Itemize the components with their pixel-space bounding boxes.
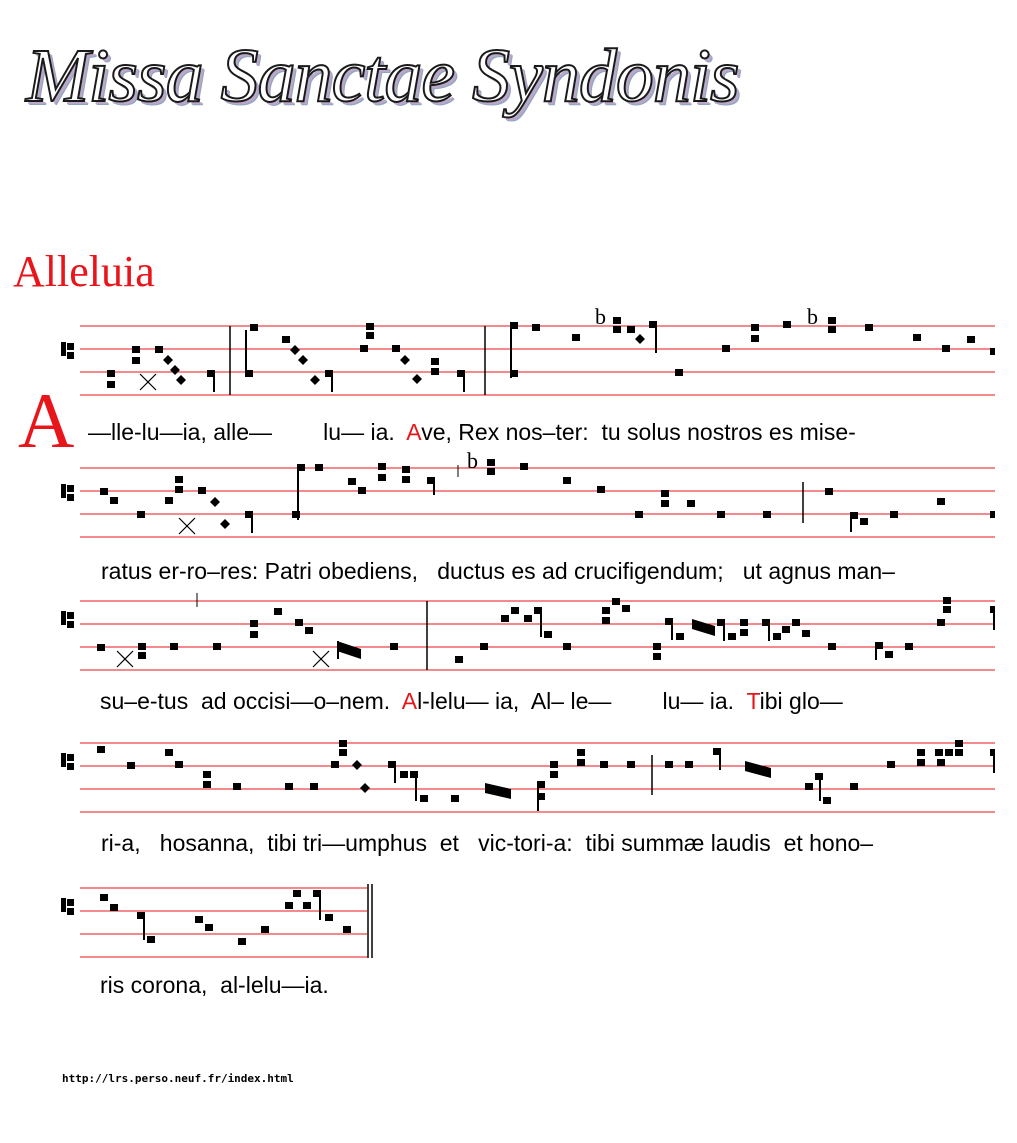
lyric-red-initial: A bbox=[401, 688, 418, 714]
flat-sign: b bbox=[595, 304, 606, 329]
lyric-segment: —lle-lu—ia, alle— lu— ia. bbox=[88, 419, 407, 445]
lyric-line-2 bbox=[101, 560, 895, 583]
lyric-red-initial: T bbox=[746, 688, 760, 714]
source-url[interactable]: http://lrs.perso.neuf.fr/index.html bbox=[62, 1072, 294, 1085]
staff-2 bbox=[55, 448, 1000, 550]
staff-5-notation bbox=[55, 880, 375, 970]
staff-4 bbox=[55, 735, 1000, 825]
lyric-segment: su–e-tus ad occisi—o–nem. bbox=[100, 688, 402, 714]
lyric-red-initial: A bbox=[406, 419, 422, 445]
lyric-segment: ris corona, al-lelu—ia. bbox=[100, 972, 329, 998]
lyric-segment: ibi glo— bbox=[759, 688, 843, 714]
staff-3 bbox=[55, 593, 1000, 683]
lyric-segment: l-lelu— ia, Al– le— lu— ia. bbox=[417, 688, 747, 714]
staff-5 bbox=[55, 880, 375, 970]
lyric-line-4 bbox=[101, 832, 873, 855]
flat-sign: b bbox=[467, 448, 478, 473]
lyric-segment: ri-a, hosanna, tibi tri—umphus et vic-tori-a: tibi summæ laudis et hono– bbox=[101, 830, 874, 856]
lyric-segment: ratus er-ro–res: Patri obediens, ductus es ad crucifigendum; ut agnus man– bbox=[101, 558, 895, 584]
lyric-line-1 bbox=[88, 421, 856, 444]
staff-3-notation bbox=[55, 593, 1000, 683]
piece-title: Alleluia bbox=[13, 247, 155, 296]
staff-1-notation bbox=[55, 304, 1000, 408]
page-title: Missa Sanctae Syndonis bbox=[26, 34, 739, 118]
staff-4-notation bbox=[55, 735, 1000, 825]
lyric-line-3 bbox=[100, 690, 843, 713]
flat-sign: b bbox=[807, 304, 818, 329]
lyric-segment: ve, Rex nos–ter: tu solus nostros es mise- bbox=[421, 419, 856, 445]
staff-1 bbox=[55, 304, 1000, 408]
staff-2-notation bbox=[55, 448, 1000, 550]
lyric-line-5 bbox=[100, 974, 329, 997]
drop-cap-initial: A bbox=[18, 377, 75, 464]
